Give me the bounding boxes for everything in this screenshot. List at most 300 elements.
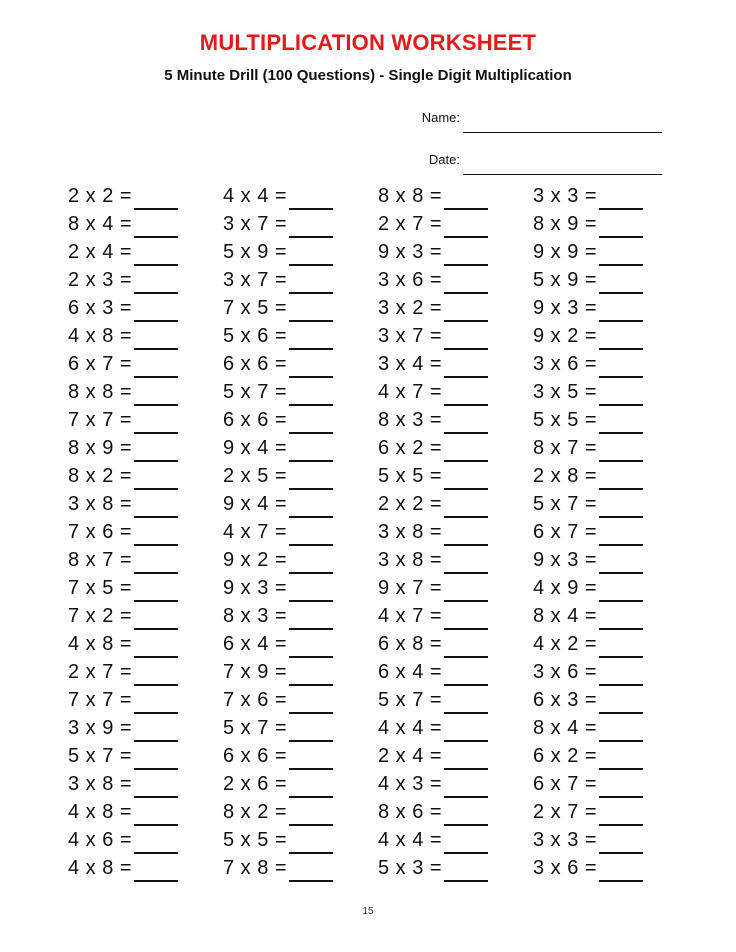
answer-blank[interactable] bbox=[599, 496, 643, 518]
problem-equation: 9 x 3 = bbox=[378, 240, 443, 263]
problem-equation: 7 x 9 = bbox=[223, 660, 288, 683]
answer-blank[interactable] bbox=[444, 748, 488, 770]
problem-equation: 5 x 7 = bbox=[68, 744, 133, 767]
problem-item bbox=[223, 350, 378, 378]
answer-blank[interactable] bbox=[289, 608, 333, 630]
problem-item bbox=[378, 854, 533, 882]
problem-equation: 2 x 5 = bbox=[223, 464, 288, 487]
problem-item bbox=[68, 490, 223, 518]
problem-item bbox=[223, 434, 378, 462]
answer-blank[interactable] bbox=[599, 468, 643, 490]
problem-equation: 5 x 5 = bbox=[223, 828, 288, 851]
answer-blank[interactable] bbox=[444, 244, 488, 266]
problem-column bbox=[223, 182, 378, 882]
answer-blank[interactable] bbox=[289, 412, 333, 434]
answer-blank[interactable] bbox=[289, 692, 333, 714]
answer-blank[interactable] bbox=[289, 552, 333, 574]
problem-item bbox=[68, 266, 223, 294]
date-field[interactable] bbox=[408, 152, 662, 172]
problem-equation: 4 x 7 = bbox=[378, 380, 443, 403]
problem-item bbox=[378, 350, 533, 378]
answer-blank[interactable] bbox=[444, 860, 488, 882]
problem-equation: 3 x 8 = bbox=[378, 520, 443, 543]
answer-blank[interactable] bbox=[134, 356, 178, 378]
problem-item bbox=[378, 574, 533, 602]
answer-blank[interactable] bbox=[289, 580, 333, 602]
problem-item bbox=[533, 742, 668, 770]
problem-item bbox=[533, 686, 668, 714]
problem-item bbox=[378, 826, 533, 854]
worksheet-subtitle: 5 Minute Drill (100 Questions) - Single Digit Multiplication bbox=[164, 67, 572, 84]
problem-equation: 5 x 6 = bbox=[223, 324, 288, 347]
answer-blank[interactable] bbox=[134, 832, 178, 854]
answer-blank[interactable] bbox=[444, 804, 488, 826]
problem-equation: 4 x 8 = bbox=[68, 856, 133, 879]
problem-item bbox=[223, 630, 378, 658]
problem-item bbox=[378, 658, 533, 686]
problem-equation: 3 x 5 = bbox=[533, 380, 598, 403]
answer-blank[interactable] bbox=[134, 524, 178, 546]
problem-item bbox=[378, 378, 533, 406]
answer-blank[interactable] bbox=[599, 832, 643, 854]
problem-equation: 8 x 7 = bbox=[533, 436, 598, 459]
problem-item bbox=[68, 742, 223, 770]
problem-equation: 8 x 8 = bbox=[378, 184, 443, 207]
answer-blank[interactable] bbox=[599, 636, 643, 658]
problem-equation: 5 x 7 = bbox=[533, 492, 598, 515]
problem-equation: 3 x 6 = bbox=[533, 856, 598, 879]
problem-item bbox=[378, 406, 533, 434]
answer-blank[interactable] bbox=[599, 664, 643, 686]
problem-equation: 5 x 3 = bbox=[378, 856, 443, 879]
problem-column bbox=[533, 182, 668, 882]
page-number: 15 bbox=[362, 906, 374, 917]
answer-blank[interactable] bbox=[134, 496, 178, 518]
answer-blank[interactable] bbox=[134, 412, 178, 434]
problem-equation: 6 x 7 = bbox=[533, 772, 598, 795]
answer-blank[interactable] bbox=[134, 272, 178, 294]
problem-equation: 8 x 9 = bbox=[533, 212, 598, 235]
answer-blank[interactable] bbox=[134, 244, 178, 266]
answer-blank[interactable] bbox=[134, 748, 178, 770]
problem-equation: 6 x 7 = bbox=[68, 352, 133, 375]
answer-blank[interactable] bbox=[134, 720, 178, 742]
answer-blank[interactable] bbox=[289, 804, 333, 826]
problem-item bbox=[533, 602, 668, 630]
answer-blank[interactable] bbox=[599, 748, 643, 770]
answer-blank[interactable] bbox=[134, 804, 178, 826]
answer-blank[interactable] bbox=[444, 636, 488, 658]
problem-item bbox=[378, 714, 533, 742]
problem-equation: 6 x 4 = bbox=[378, 660, 443, 683]
problem-item bbox=[533, 210, 668, 238]
problem-item bbox=[378, 266, 533, 294]
answer-blank[interactable] bbox=[599, 524, 643, 546]
answer-blank[interactable] bbox=[444, 412, 488, 434]
answer-blank[interactable] bbox=[599, 608, 643, 630]
answer-blank[interactable] bbox=[289, 748, 333, 770]
problem-equation: 3 x 7 = bbox=[223, 212, 288, 235]
answer-blank[interactable] bbox=[289, 860, 333, 882]
problem-item bbox=[68, 518, 223, 546]
problem-item bbox=[68, 182, 223, 210]
problem-item bbox=[378, 798, 533, 826]
problem-item bbox=[378, 686, 533, 714]
problem-item bbox=[223, 574, 378, 602]
answer-blank[interactable] bbox=[444, 524, 488, 546]
problem-item bbox=[68, 238, 223, 266]
problem-item bbox=[533, 294, 668, 322]
problem-equation: 3 x 2 = bbox=[378, 296, 443, 319]
answer-blank[interactable] bbox=[444, 300, 488, 322]
answer-blank[interactable] bbox=[599, 356, 643, 378]
answer-blank[interactable] bbox=[444, 608, 488, 630]
answer-blank[interactable] bbox=[289, 776, 333, 798]
answer-blank[interactable] bbox=[599, 188, 643, 210]
problem-equation: 8 x 4 = bbox=[68, 212, 133, 235]
answer-blank[interactable] bbox=[444, 832, 488, 854]
problem-item bbox=[223, 210, 378, 238]
problem-equation: 8 x 4 = bbox=[533, 604, 598, 627]
problem-equation: 9 x 3 = bbox=[533, 296, 598, 319]
problem-grid bbox=[68, 182, 668, 882]
problem-item bbox=[378, 238, 533, 266]
problem-item bbox=[378, 462, 533, 490]
problem-equation: 4 x 8 = bbox=[68, 632, 133, 655]
problem-equation: 7 x 6 = bbox=[68, 520, 133, 543]
problem-equation: 3 x 6 = bbox=[378, 268, 443, 291]
answer-blank[interactable] bbox=[289, 384, 333, 406]
problem-equation: 4 x 4 = bbox=[378, 828, 443, 851]
answer-blank[interactable] bbox=[444, 384, 488, 406]
problem-equation: 3 x 7 = bbox=[223, 268, 288, 291]
problem-item bbox=[378, 630, 533, 658]
problem-equation: 7 x 2 = bbox=[68, 604, 133, 627]
problem-item bbox=[68, 630, 223, 658]
problem-item bbox=[378, 490, 533, 518]
problem-equation: 9 x 3 = bbox=[533, 548, 598, 571]
problem-equation: 9 x 9 = bbox=[533, 240, 598, 263]
problem-equation: 9 x 2 = bbox=[223, 548, 288, 571]
problem-item bbox=[223, 602, 378, 630]
problem-equation: 3 x 3 = bbox=[533, 828, 598, 851]
problem-equation: 4 x 4 = bbox=[378, 716, 443, 739]
answer-blank[interactable] bbox=[599, 244, 643, 266]
problem-item bbox=[223, 686, 378, 714]
problem-equation: 4 x 3 = bbox=[378, 772, 443, 795]
problem-equation: 8 x 3 = bbox=[378, 408, 443, 431]
problem-item bbox=[68, 854, 223, 882]
answer-blank[interactable] bbox=[444, 440, 488, 462]
problem-equation: 3 x 8 = bbox=[68, 492, 133, 515]
problem-item bbox=[533, 378, 668, 406]
problem-item bbox=[223, 798, 378, 826]
answer-blank[interactable] bbox=[444, 328, 488, 350]
problem-item bbox=[533, 462, 668, 490]
problem-item bbox=[533, 658, 668, 686]
answer-blank[interactable] bbox=[134, 664, 178, 686]
problem-equation: 4 x 7 = bbox=[378, 604, 443, 627]
answer-blank[interactable] bbox=[444, 216, 488, 238]
answer-blank[interactable] bbox=[444, 356, 488, 378]
name-line[interactable] bbox=[463, 132, 662, 133]
problem-equation: 8 x 2 = bbox=[223, 800, 288, 823]
problem-equation: 6 x 4 = bbox=[223, 632, 288, 655]
answer-blank[interactable] bbox=[599, 776, 643, 798]
problem-equation: 2 x 7 = bbox=[378, 212, 443, 235]
answer-blank[interactable] bbox=[599, 384, 643, 406]
problem-item bbox=[68, 686, 223, 714]
problem-equation: 5 x 5 = bbox=[378, 464, 443, 487]
problem-equation: 7 x 7 = bbox=[68, 688, 133, 711]
answer-blank[interactable] bbox=[444, 552, 488, 574]
problem-equation: 2 x 2 = bbox=[378, 492, 443, 515]
problem-equation: 7 x 7 = bbox=[68, 408, 133, 431]
answer-blank[interactable] bbox=[599, 552, 643, 574]
answer-blank[interactable] bbox=[289, 300, 333, 322]
problem-equation: 5 x 7 = bbox=[223, 380, 288, 403]
problem-item bbox=[533, 798, 668, 826]
answer-blank[interactable] bbox=[444, 468, 488, 490]
problem-equation: 5 x 9 = bbox=[533, 268, 598, 291]
problem-item bbox=[378, 518, 533, 546]
problem-item bbox=[533, 434, 668, 462]
problem-equation: 4 x 8 = bbox=[68, 800, 133, 823]
problem-equation: 2 x 6 = bbox=[223, 772, 288, 795]
problem-equation: 6 x 2 = bbox=[533, 744, 598, 767]
problem-item bbox=[533, 322, 668, 350]
answer-blank[interactable] bbox=[289, 188, 333, 210]
problem-equation: 2 x 4 = bbox=[68, 240, 133, 263]
worksheet-title: MULTIPLICATION WORKSHEET bbox=[199, 30, 537, 55]
answer-blank[interactable] bbox=[444, 720, 488, 742]
answer-blank[interactable] bbox=[134, 552, 178, 574]
answer-blank[interactable] bbox=[134, 636, 178, 658]
problem-equation: 2 x 2 = bbox=[68, 184, 133, 207]
problem-item bbox=[223, 714, 378, 742]
problem-item bbox=[68, 350, 223, 378]
problem-equation: 9 x 4 = bbox=[223, 492, 288, 515]
problem-equation: 7 x 5 = bbox=[223, 296, 288, 319]
problem-equation: 6 x 3 = bbox=[533, 688, 598, 711]
answer-blank[interactable] bbox=[599, 804, 643, 826]
answer-blank[interactable] bbox=[599, 300, 643, 322]
problem-item bbox=[378, 182, 533, 210]
answer-blank[interactable] bbox=[289, 216, 333, 238]
problem-item bbox=[223, 406, 378, 434]
answer-blank[interactable] bbox=[134, 468, 178, 490]
problem-item bbox=[223, 546, 378, 574]
problem-equation: 4 x 7 = bbox=[223, 520, 288, 543]
problem-equation: 8 x 9 = bbox=[68, 436, 133, 459]
answer-blank[interactable] bbox=[444, 692, 488, 714]
problem-item bbox=[533, 406, 668, 434]
problem-item bbox=[378, 602, 533, 630]
answer-blank[interactable] bbox=[289, 664, 333, 686]
problem-item bbox=[68, 546, 223, 574]
answer-blank[interactable] bbox=[599, 272, 643, 294]
name-label: Name: bbox=[421, 110, 460, 125]
answer-blank[interactable] bbox=[289, 328, 333, 350]
answer-blank[interactable] bbox=[599, 720, 643, 742]
problem-equation: 6 x 6 = bbox=[223, 352, 288, 375]
problem-equation: 6 x 6 = bbox=[223, 408, 288, 431]
answer-blank[interactable] bbox=[444, 188, 488, 210]
problem-equation: 3 x 8 = bbox=[378, 548, 443, 571]
problem-equation: 5 x 5 = bbox=[533, 408, 598, 431]
problem-item bbox=[68, 294, 223, 322]
problem-column bbox=[378, 182, 533, 882]
problem-item bbox=[533, 490, 668, 518]
problem-item bbox=[68, 462, 223, 490]
problem-equation: 9 x 3 = bbox=[223, 576, 288, 599]
date-label: Date: bbox=[428, 152, 460, 167]
answer-blank[interactable] bbox=[289, 244, 333, 266]
problem-item bbox=[533, 238, 668, 266]
problem-item bbox=[533, 574, 668, 602]
problem-item bbox=[68, 602, 223, 630]
problem-item bbox=[378, 210, 533, 238]
problem-item bbox=[223, 770, 378, 798]
answer-blank[interactable] bbox=[599, 440, 643, 462]
answer-blank[interactable] bbox=[599, 412, 643, 434]
problem-equation: 4 x 8 = bbox=[68, 324, 133, 347]
problem-item bbox=[533, 826, 668, 854]
answer-blank[interactable] bbox=[134, 608, 178, 630]
problem-item bbox=[533, 350, 668, 378]
problem-item bbox=[533, 266, 668, 294]
problem-item bbox=[378, 322, 533, 350]
answer-blank[interactable] bbox=[289, 636, 333, 658]
problem-item bbox=[223, 182, 378, 210]
problem-item bbox=[223, 826, 378, 854]
problem-item bbox=[223, 490, 378, 518]
problem-equation: 3 x 4 = bbox=[378, 352, 443, 375]
problem-equation: 5 x 9 = bbox=[223, 240, 288, 263]
answer-blank[interactable] bbox=[599, 692, 643, 714]
problem-equation: 2 x 8 = bbox=[533, 464, 598, 487]
answer-blank[interactable] bbox=[289, 468, 333, 490]
date-line[interactable] bbox=[463, 174, 662, 175]
problem-equation: 6 x 7 = bbox=[533, 520, 598, 543]
answer-blank[interactable] bbox=[289, 272, 333, 294]
problem-equation: 6 x 8 = bbox=[378, 632, 443, 655]
answer-blank[interactable] bbox=[289, 524, 333, 546]
problem-equation: 8 x 4 = bbox=[533, 716, 598, 739]
problem-equation: 4 x 4 = bbox=[223, 184, 288, 207]
answer-blank[interactable] bbox=[599, 580, 643, 602]
problem-equation: 7 x 5 = bbox=[68, 576, 133, 599]
answer-blank[interactable] bbox=[134, 384, 178, 406]
answer-blank[interactable] bbox=[134, 440, 178, 462]
answer-blank[interactable] bbox=[134, 692, 178, 714]
problem-equation: 4 x 9 = bbox=[533, 576, 598, 599]
problem-equation: 4 x 2 = bbox=[533, 632, 598, 655]
problem-item bbox=[68, 826, 223, 854]
answer-blank[interactable] bbox=[134, 860, 178, 882]
problem-equation: 3 x 6 = bbox=[533, 352, 598, 375]
problem-equation: 2 x 7 = bbox=[68, 660, 133, 683]
problem-item bbox=[223, 322, 378, 350]
problem-equation: 7 x 8 = bbox=[223, 856, 288, 879]
problem-equation: 8 x 8 = bbox=[68, 380, 133, 403]
problem-equation: 5 x 7 = bbox=[378, 688, 443, 711]
answer-blank[interactable] bbox=[444, 776, 488, 798]
problem-item bbox=[223, 462, 378, 490]
answer-blank[interactable] bbox=[289, 496, 333, 518]
answer-blank[interactable] bbox=[444, 580, 488, 602]
problem-equation: 3 x 3 = bbox=[533, 184, 598, 207]
answer-blank[interactable] bbox=[444, 664, 488, 686]
problem-equation: 5 x 7 = bbox=[223, 716, 288, 739]
answer-blank[interactable] bbox=[134, 580, 178, 602]
problem-item bbox=[223, 378, 378, 406]
answer-blank[interactable] bbox=[289, 440, 333, 462]
problem-column bbox=[68, 182, 223, 882]
name-field[interactable] bbox=[408, 110, 662, 130]
problem-item bbox=[533, 854, 668, 882]
problem-item bbox=[68, 210, 223, 238]
answer-blank[interactable] bbox=[289, 832, 333, 854]
problem-equation: 3 x 6 = bbox=[533, 660, 598, 683]
problem-item bbox=[223, 238, 378, 266]
problem-equation: 4 x 6 = bbox=[68, 828, 133, 851]
problem-equation: 3 x 9 = bbox=[68, 716, 133, 739]
problem-equation: 9 x 7 = bbox=[378, 576, 443, 599]
problem-item bbox=[378, 294, 533, 322]
problem-equation: 7 x 6 = bbox=[223, 688, 288, 711]
problem-item bbox=[68, 434, 223, 462]
problem-item bbox=[533, 770, 668, 798]
answer-blank[interactable] bbox=[134, 188, 178, 210]
problem-equation: 3 x 7 = bbox=[378, 324, 443, 347]
problem-item bbox=[223, 294, 378, 322]
answer-blank[interactable] bbox=[134, 776, 178, 798]
problem-item bbox=[378, 770, 533, 798]
answer-blank[interactable] bbox=[134, 216, 178, 238]
problem-equation: 6 x 2 = bbox=[378, 436, 443, 459]
problem-item bbox=[223, 854, 378, 882]
problem-item bbox=[68, 770, 223, 798]
problem-item bbox=[378, 546, 533, 574]
answer-blank[interactable] bbox=[599, 860, 643, 882]
answer-blank[interactable] bbox=[134, 300, 178, 322]
problem-item bbox=[223, 266, 378, 294]
answer-blank[interactable] bbox=[599, 216, 643, 238]
answer-blank[interactable] bbox=[444, 272, 488, 294]
problem-item bbox=[378, 742, 533, 770]
answer-blank[interactable] bbox=[444, 496, 488, 518]
problem-item bbox=[223, 518, 378, 546]
problem-item bbox=[68, 574, 223, 602]
problem-equation: 2 x 3 = bbox=[68, 268, 133, 291]
answer-blank[interactable] bbox=[599, 328, 643, 350]
problem-equation: 9 x 2 = bbox=[533, 324, 598, 347]
problem-equation: 2 x 4 = bbox=[378, 744, 443, 767]
problem-item bbox=[533, 546, 668, 574]
answer-blank[interactable] bbox=[134, 328, 178, 350]
answer-blank[interactable] bbox=[289, 720, 333, 742]
problem-item bbox=[68, 406, 223, 434]
problem-equation: 8 x 6 = bbox=[378, 800, 443, 823]
problem-equation: 6 x 3 = bbox=[68, 296, 133, 319]
answer-blank[interactable] bbox=[289, 356, 333, 378]
problem-equation: 8 x 2 = bbox=[68, 464, 133, 487]
problem-item bbox=[68, 798, 223, 826]
problem-equation: 8 x 3 = bbox=[223, 604, 288, 627]
problem-item bbox=[533, 630, 668, 658]
problem-item bbox=[533, 714, 668, 742]
